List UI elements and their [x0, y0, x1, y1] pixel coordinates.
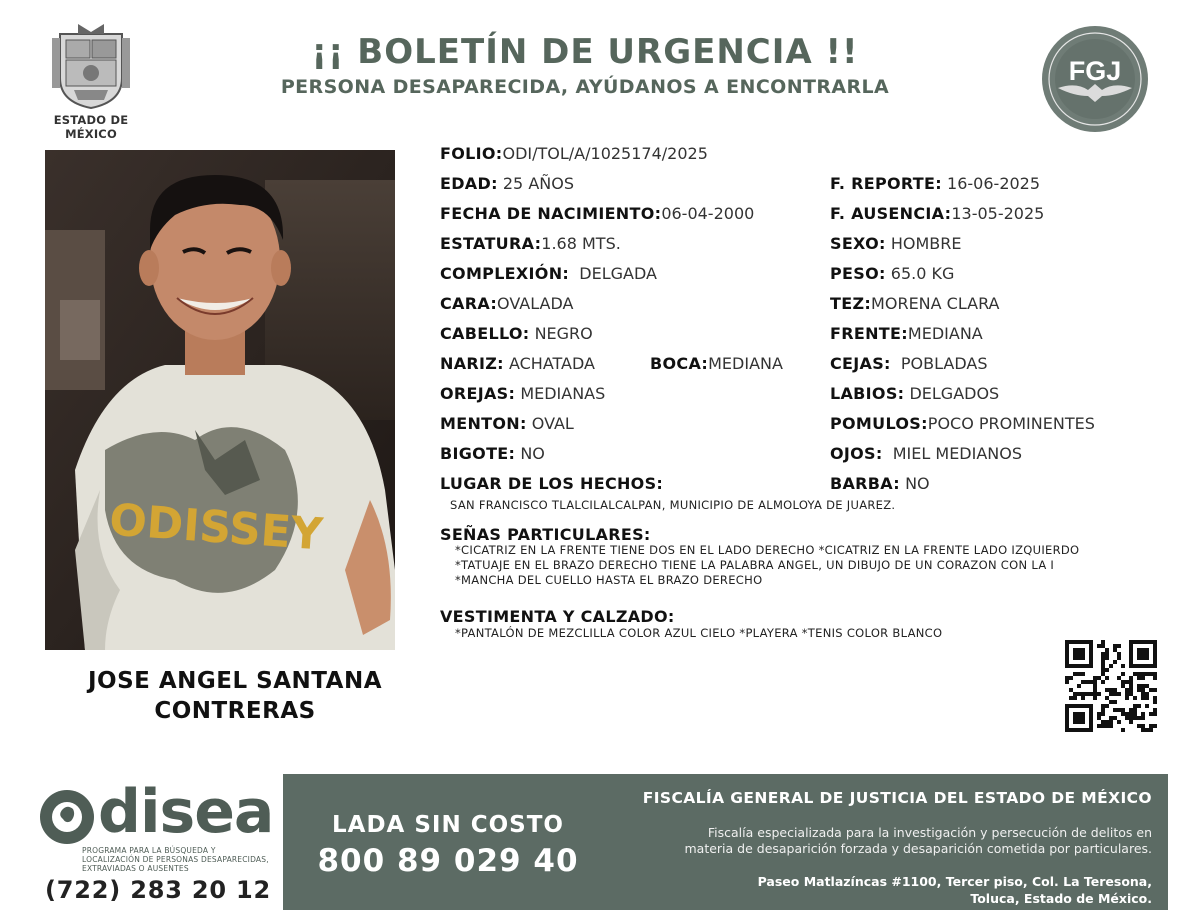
bulletin-title: ¡¡ BOLETÍN DE URGENCIA !! [311, 32, 859, 72]
field-label: LUGAR DE LOS HECHOS: [440, 474, 664, 493]
fiscalia-address [600, 873, 1152, 907]
field-lugar-hechos-value: SAN FRANCISCO TLALCILALCALPAN, MUNICIPIO DE ALMOLOYA DE JUAREZ. [450, 498, 896, 512]
senas-line: *CICATRIZ EN LA FRENTE TIENE DOS EN EL LADO DERECHO *CICATRIZ EN LA FRENTE LADO IZQUIERDO [455, 543, 1080, 557]
field-label: CARA: [440, 294, 498, 313]
field-label: BARBA: [830, 474, 900, 493]
field-label: BIGOTE: [440, 444, 516, 463]
field-tez [830, 294, 999, 314]
field-bigote [440, 444, 545, 464]
qr-code-icon[interactable] [1065, 640, 1157, 732]
field-value: 1.68 MTS. [541, 234, 621, 253]
field-value: MORENA CLARA [871, 294, 1000, 313]
address-line: Toluca, Estado de México. [970, 891, 1152, 906]
field-value: OVAL [531, 414, 574, 433]
field-label: CABELLO: [440, 324, 530, 343]
field-cara [440, 294, 573, 314]
person-name-line-2: CONTRERAS [154, 698, 316, 724]
field-sexo [830, 234, 961, 254]
field-nariz [440, 354, 595, 374]
senas-line: *TATUAJE EN EL BRAZO DERECHO TIENE LA PALABRA ANGEL, UN DIBUJO DE UN CORAZON CON LA I [455, 558, 1055, 572]
field-lugar-hechos-label [440, 474, 663, 494]
fiscalia-description [600, 825, 1152, 857]
odisea-phone-number[interactable]: (722) 283 20 12 [45, 876, 271, 904]
field-value: DELGADA [579, 264, 657, 283]
field-label: NARIZ: [440, 354, 504, 373]
field-label: CEJAS: [830, 354, 891, 373]
field-fecha-nacimiento [440, 204, 754, 224]
field-value: MEDIANAS [520, 384, 606, 403]
field-label: FECHA DE NACIMIENTO: [440, 204, 662, 223]
field-label: BOCA: [650, 354, 709, 373]
field-fecha-ausencia [830, 204, 1044, 224]
field-value: 65.0 KG [890, 264, 955, 283]
vestimenta-line: *PANTALÓN DE MEZCLILLA COLOR AZUL CIELO *PLAYERA *TENIS COLOR BLANCO [455, 626, 943, 640]
field-value: MEDIANA [708, 354, 783, 373]
portrait-illustration [45, 150, 395, 650]
field-label: COMPLEXIÓN: [440, 264, 570, 283]
field-label: PESO: [830, 264, 886, 283]
estado-de-mexico-coat-of-arms-icon [50, 20, 132, 110]
fiscalia-description-line: materia de desaparición forzada y desaparición cometida por particulares. [684, 841, 1152, 856]
field-folio [440, 144, 708, 164]
field-cabello [440, 324, 593, 344]
field-label: TEZ: [830, 294, 872, 313]
field-value: OVALADA [497, 294, 574, 313]
field-label: FRENTE: [830, 324, 908, 343]
shirt-print-text: ODISSEY [107, 494, 325, 561]
field-value: 16-06-2025 [947, 174, 1041, 193]
fiscalia-description-line: Fiscalía especializada para la investigación y persecución de delitos en [707, 825, 1152, 840]
person-name-line-1: JOSE ANGEL SANTANA [87, 668, 383, 694]
field-boca [650, 354, 783, 374]
field-frente [830, 324, 983, 344]
vestimenta-heading: VESTIMENTA Y CALZADO: [440, 607, 675, 626]
toll-free-number[interactable]: 800 89 029 40 [317, 843, 579, 879]
field-label: OJOS: [830, 444, 883, 463]
field-value: HOMBRE [890, 234, 962, 253]
field-label: MENTON: [440, 414, 527, 433]
field-label: LABIOS: [830, 384, 905, 403]
field-value: NO [520, 444, 545, 463]
field-label: EDAD: [440, 174, 498, 193]
field-value: 25 AÑOS [502, 174, 574, 193]
field-estatura [440, 234, 621, 254]
field-cejas [830, 354, 988, 374]
field-value: NEGRO [534, 324, 593, 343]
field-label: OREJAS: [440, 384, 516, 403]
field-fecha-reporte [830, 174, 1040, 194]
field-label: POMULOS: [830, 414, 928, 433]
odisea-description: PROGRAMA PARA LA BÚSQUEDA Y LOCALIZACIÓN DE PERSONAS DESAPARECIDAS, EXTRAVIADAS O AUSENTES [82, 846, 269, 873]
fgj-logo-text: FGJ [1068, 56, 1122, 86]
field-value: MIEL MEDIANOS [892, 444, 1022, 463]
odisea-wordmark: disea [98, 777, 274, 847]
field-edad [440, 174, 574, 194]
field-label: F. REPORTE: [830, 174, 942, 193]
senas-heading: SEÑAS PARTICULARES: [440, 525, 651, 544]
field-labios [830, 384, 999, 404]
field-label: ESTATURA: [440, 234, 542, 253]
field-orejas [440, 384, 605, 404]
address-line: Paseo Matlazíncas #1100, Tercer piso, Col. La Teresona, [757, 874, 1152, 889]
field-value: NO [905, 474, 930, 493]
fiscalia-title: FISCALÍA GENERAL DE JUSTICIA DEL ESTADO DE MÉXICO [642, 789, 1152, 807]
missing-person-name [50, 666, 420, 726]
bulletin-subtitle: PERSONA DESAPARECIDA, AYÚDANOS A ENCONTRARLA [280, 76, 890, 98]
fgj-seal-icon [1040, 24, 1150, 134]
field-menton [440, 414, 574, 434]
state-label: ESTADO DE MÉXICO [53, 113, 129, 141]
field-peso [830, 264, 954, 284]
field-value: MEDIANA [907, 324, 983, 343]
odisea-pin-icon [36, 788, 98, 846]
field-ojos [830, 444, 1022, 464]
field-value: DELGADOS [909, 384, 1000, 403]
field-label: FOLIO: [440, 144, 503, 163]
field-complexion [440, 264, 657, 284]
missing-person-photo [45, 150, 395, 650]
field-value: 06-04-2000 [661, 204, 755, 223]
field-barba [830, 474, 930, 494]
field-label: F. AUSENCIA: [830, 204, 952, 223]
toll-free-label: LADA SIN COSTO [332, 812, 564, 838]
field-pomulos [830, 414, 1095, 434]
field-value: POBLADAS [900, 354, 988, 373]
field-value: 13-05-2025 [951, 204, 1045, 223]
field-label: SEXO: [830, 234, 886, 253]
field-value: POCO PROMINENTES [927, 414, 1095, 433]
senas-line: *MANCHA DEL CUELLO HASTA EL BRAZO DERECHO [455, 573, 763, 587]
field-value: ACHATADA [508, 354, 595, 373]
field-value: ODI/TOL/A/1025174/2025 [502, 144, 708, 163]
